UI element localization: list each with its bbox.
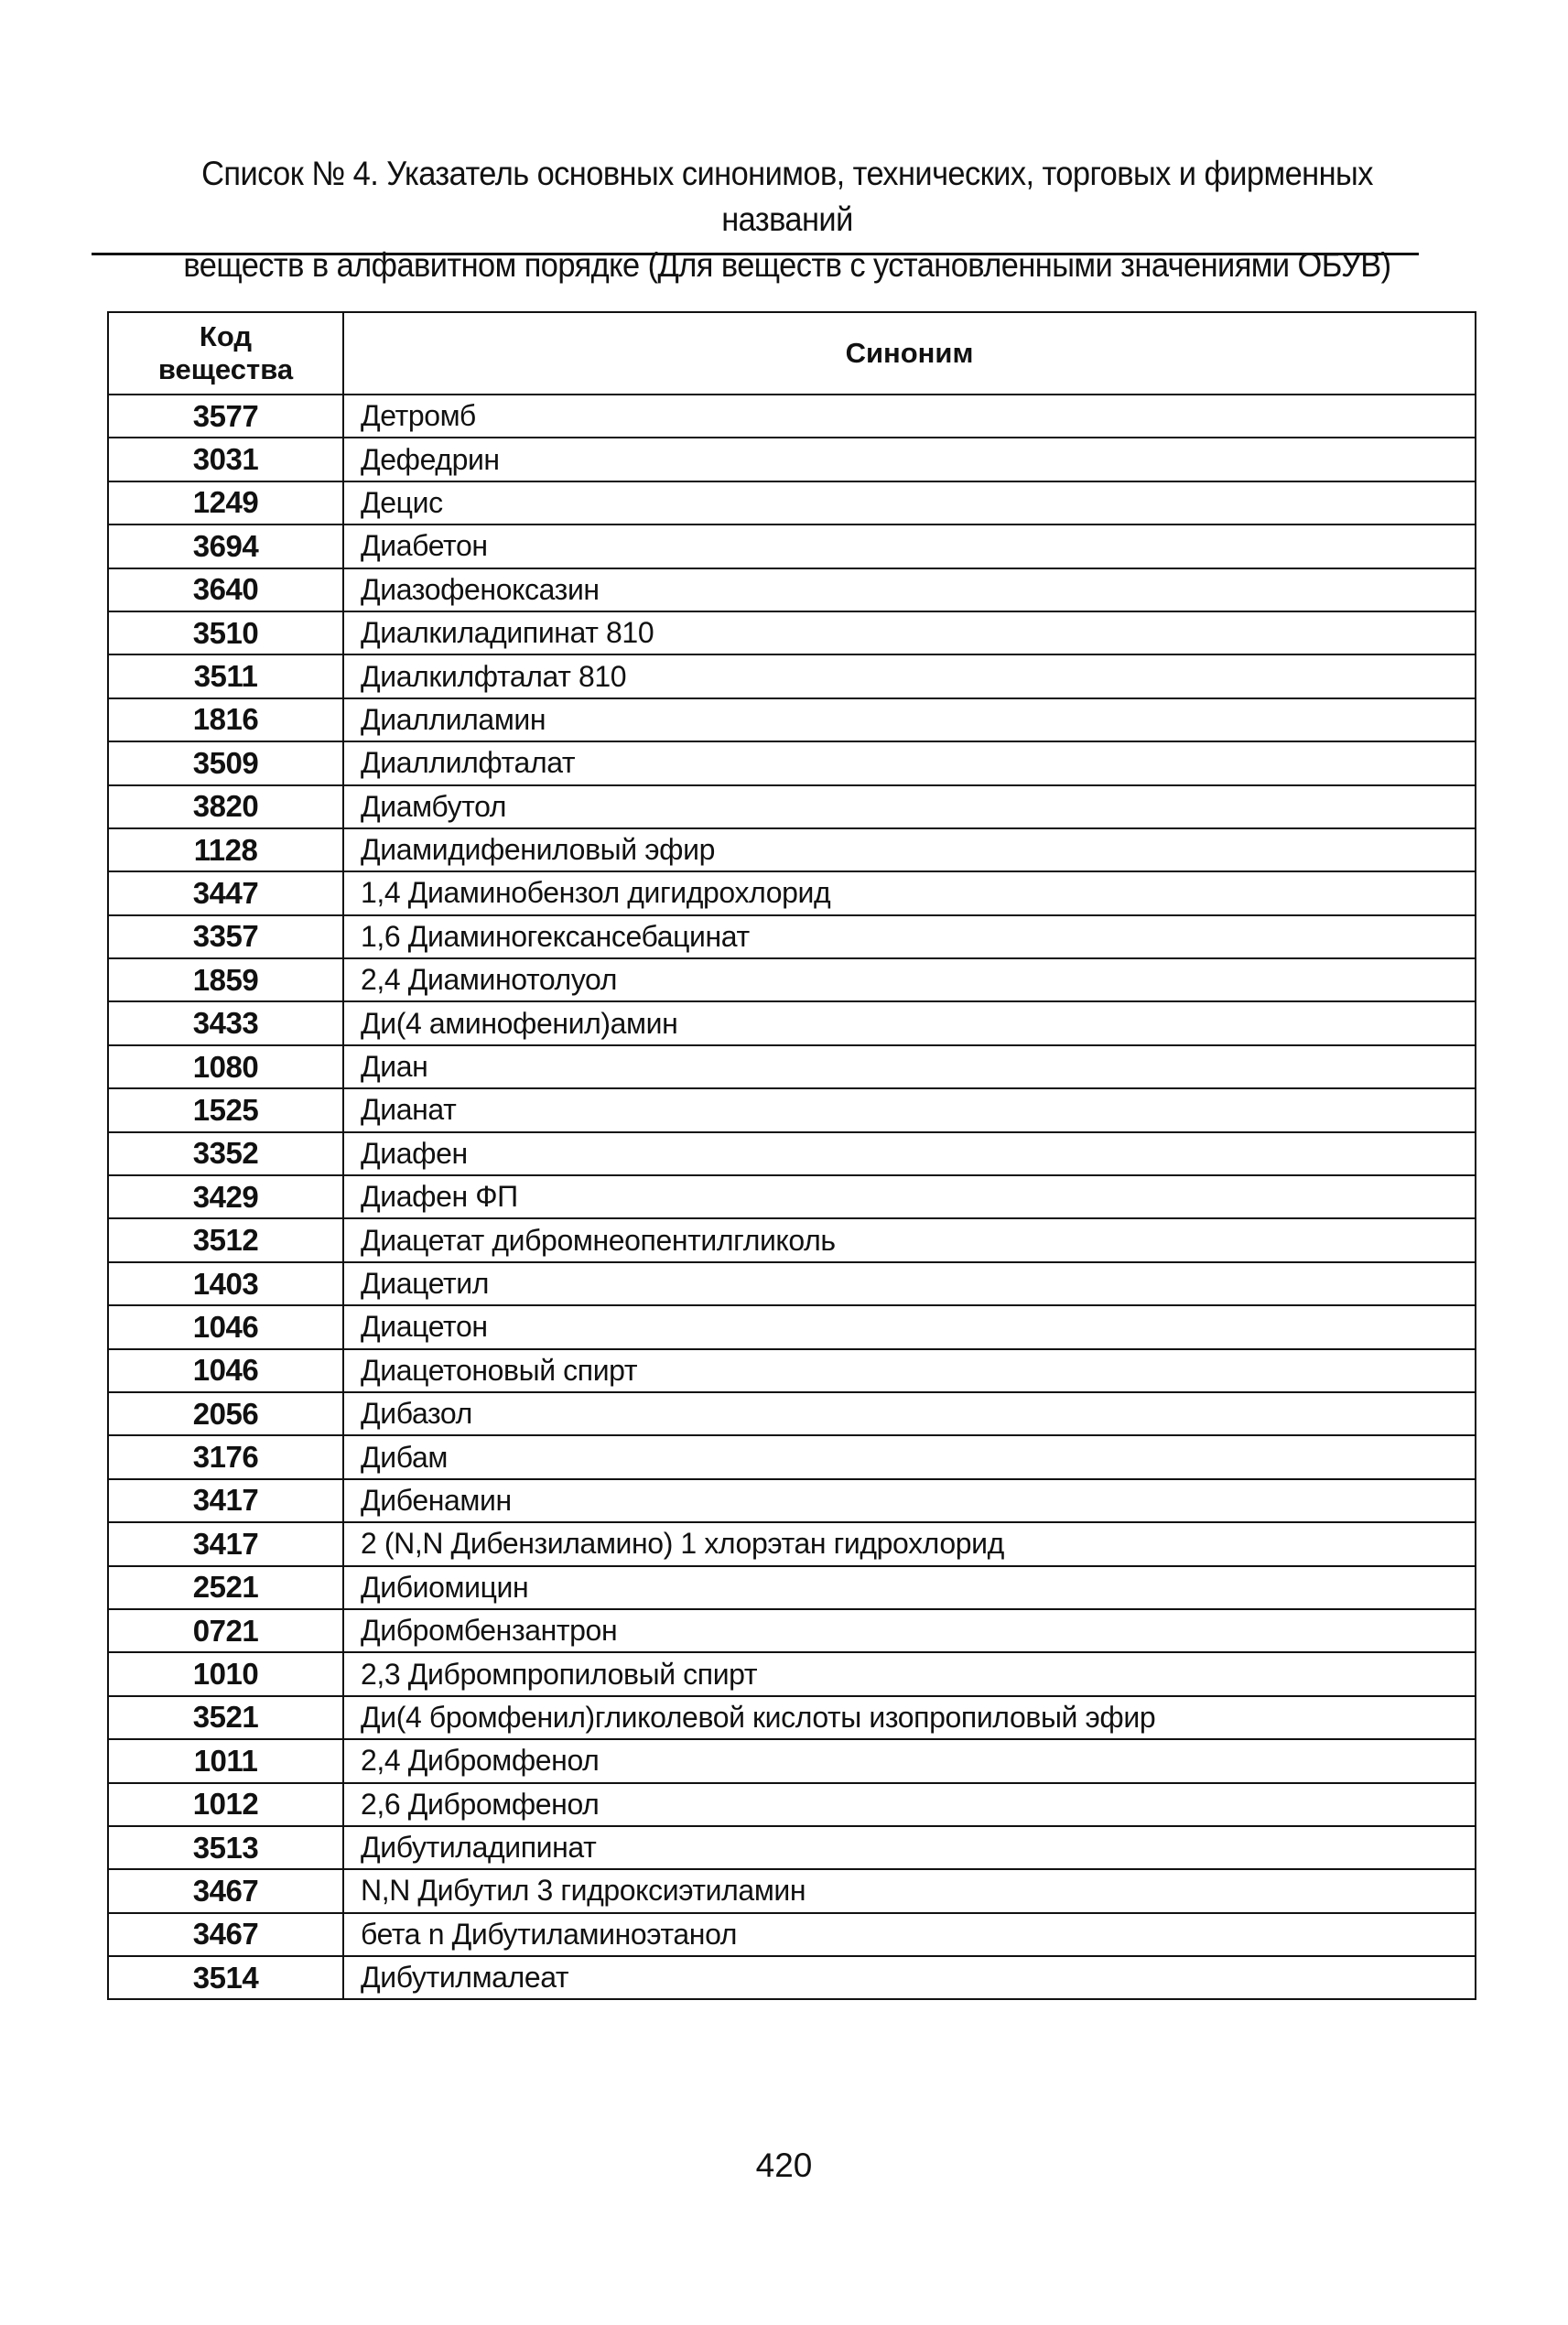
synonym-cell: Диацетил <box>343 1262 1476 1305</box>
synonym-cell: Диафен <box>343 1132 1476 1175</box>
synonym-cell: бета n Дибутиламиноэтанол <box>343 1913 1476 1956</box>
synonym-cell: Диабетон <box>343 524 1476 568</box>
substance-code-cell: 1080 <box>108 1045 343 1088</box>
synonym-cell: 2,3 Дибромпропиловый спирт <box>343 1652 1476 1695</box>
substance-code-cell: 3511 <box>108 654 343 698</box>
table-row <box>108 611 1476 654</box>
substance-code-cell: 3820 <box>108 785 343 828</box>
table-row <box>108 1392 1476 1435</box>
synonym-cell: Ди(4 бромфенил)гликолевой кислоты изопропиловый эфир <box>343 1696 1476 1739</box>
substance-code-cell: 3467 <box>108 1913 343 1956</box>
table-row <box>108 568 1476 611</box>
table-row <box>108 741 1476 784</box>
substance-code-cell: 3694 <box>108 524 343 568</box>
synonym-cell: 2,6 Дибромфенол <box>343 1783 1476 1826</box>
synonym-cell: Дефедрин <box>343 438 1476 481</box>
synonym-cell: N,N Дибутил 3 гидроксиэтиламин <box>343 1869 1476 1912</box>
table-row <box>108 395 1476 438</box>
synonym-cell: Дибенамин <box>343 1479 1476 1522</box>
substance-code-cell: 1128 <box>108 828 343 871</box>
synonym-cell: 2,4 Диаминотолуол <box>343 958 1476 1001</box>
header-code-line-2: вещества <box>157 353 294 385</box>
substance-code-cell: 1011 <box>108 1739 343 1782</box>
table-row <box>108 1869 1476 1912</box>
table-row <box>108 1913 1476 1956</box>
table-row <box>108 1175 1476 1218</box>
synonym-cell: Дибутиладипинат <box>343 1826 1476 1869</box>
table-row <box>108 1956 1476 1999</box>
substance-code-cell: 0721 <box>108 1609 343 1652</box>
title-underline <box>92 253 1419 255</box>
table-row <box>108 1566 1476 1609</box>
page-title <box>140 151 1434 288</box>
synonym-cell: 1,6 Диаминогексансебацинат <box>343 915 1476 958</box>
table-row <box>108 1696 1476 1739</box>
substance-code-cell: 1403 <box>108 1262 343 1305</box>
table-row <box>108 1305 1476 1348</box>
table-row <box>108 1609 1476 1652</box>
table-row <box>108 1739 1476 1782</box>
synonym-cell: 2,4 Дибромфенол <box>343 1739 1476 1782</box>
table-row <box>108 654 1476 698</box>
substance-code-cell: 3176 <box>108 1435 343 1478</box>
synonym-cell: Дибиомицин <box>343 1566 1476 1609</box>
synonym-cell: Диаллиламин <box>343 698 1476 741</box>
header-code <box>108 312 343 395</box>
substance-code-cell: 3640 <box>108 568 343 611</box>
table-row <box>108 1218 1476 1261</box>
substance-code-cell: 1816 <box>108 698 343 741</box>
table-row <box>108 1435 1476 1478</box>
table-row <box>108 698 1476 741</box>
substance-code-cell: 3512 <box>108 1218 343 1261</box>
table-row <box>108 1826 1476 1869</box>
synonym-cell: Ди(4 аминофенил)амин <box>343 1001 1476 1044</box>
synonym-cell: Дибутилмалеат <box>343 1956 1476 1999</box>
table-row <box>108 915 1476 958</box>
substance-code-cell: 1010 <box>108 1652 343 1695</box>
table-row <box>108 1652 1476 1695</box>
synonym-cell: Диамбутол <box>343 785 1476 828</box>
substance-code-cell: 3510 <box>108 611 343 654</box>
substance-code-cell: 3433 <box>108 1001 343 1044</box>
synonym-cell: Диазофеноксазин <box>343 568 1476 611</box>
synonym-cell: Диан <box>343 1045 1476 1088</box>
synonym-cell: Дибромбензантрон <box>343 1609 1476 1652</box>
substance-code-cell: 3577 <box>108 395 343 438</box>
synonym-cell: Дибам <box>343 1435 1476 1478</box>
table-row <box>108 438 1476 481</box>
page-number: 420 <box>755 2147 813 2184</box>
synonym-cell: Децис <box>343 481 1476 524</box>
table-body <box>108 395 1476 1999</box>
table-header-row <box>108 312 1476 395</box>
substance-code-cell: 3509 <box>108 741 343 784</box>
synonym-cell: Дианат <box>343 1088 1476 1131</box>
synonym-cell: Диацетон <box>343 1305 1476 1348</box>
table-row <box>108 785 1476 828</box>
synonym-cell: Детромб <box>343 395 1476 438</box>
synonym-cell: Диафен ФП <box>343 1175 1476 1218</box>
substance-code-cell: 3352 <box>108 1132 343 1175</box>
substance-code-cell: 1046 <box>108 1349 343 1392</box>
synonym-cell: Диалкиладипинат 810 <box>343 611 1476 654</box>
table-row <box>108 1479 1476 1522</box>
synonym-table <box>107 311 1476 2000</box>
table-row <box>108 1001 1476 1044</box>
table-row <box>108 871 1476 914</box>
synonym-cell: Диацетат дибромнеопентилгликоль <box>343 1218 1476 1261</box>
table-row <box>108 1522 1476 1565</box>
table-row <box>108 1783 1476 1826</box>
header-synonym: Синоним <box>343 312 1476 395</box>
substance-code-cell: 1012 <box>108 1783 343 1826</box>
substance-code-cell: 3514 <box>108 1956 343 1999</box>
substance-code-cell: 3417 <box>108 1522 343 1565</box>
substance-code-cell: 3417 <box>108 1479 343 1522</box>
synonym-cell: Диамидифениловый эфир <box>343 828 1476 871</box>
table-row <box>108 1088 1476 1131</box>
substance-code-cell: 3447 <box>108 871 343 914</box>
table-row <box>108 524 1476 568</box>
substance-code-cell: 1046 <box>108 1305 343 1348</box>
substance-code-cell: 3429 <box>108 1175 343 1218</box>
substance-code-cell: 3031 <box>108 438 343 481</box>
synonym-cell: Диаллилфталат <box>343 741 1476 784</box>
title-line-1: Список № 4. Указатель основных синонимов, технических, торговых и фирменных названий <box>201 155 1373 238</box>
table-row <box>108 1045 1476 1088</box>
table-row <box>108 958 1476 1001</box>
header-code-line-1: Код <box>199 320 253 352</box>
substance-code-cell: 2056 <box>108 1392 343 1435</box>
title-line-2: веществ в алфавитном порядке (Для веществ с установленными значениями ОБУВ) <box>183 246 1391 284</box>
table-row <box>108 1262 1476 1305</box>
substance-code-cell: 1525 <box>108 1088 343 1131</box>
substance-code-cell: 1859 <box>108 958 343 1001</box>
synonym-cell: Диалкилфталат 810 <box>343 654 1476 698</box>
synonym-cell: Дибазол <box>343 1392 1476 1435</box>
substance-code-cell: 3467 <box>108 1869 343 1912</box>
table-row <box>108 1349 1476 1392</box>
substance-code-cell: 1249 <box>108 481 343 524</box>
synonym-cell: 2 (N,N Дибензиламино) 1 хлорэтан гидрохлорид <box>343 1522 1476 1565</box>
table-row <box>108 828 1476 871</box>
synonym-cell: 1,4 Диаминобензол дигидрохлорид <box>343 871 1476 914</box>
substance-code-cell: 2521 <box>108 1566 343 1609</box>
substance-code-cell: 3521 <box>108 1696 343 1739</box>
substance-code-cell: 3357 <box>108 915 343 958</box>
substance-code-cell: 3513 <box>108 1826 343 1869</box>
synonym-cell: Диацетоновый спирт <box>343 1349 1476 1392</box>
table-row <box>108 1132 1476 1175</box>
table-row <box>108 481 1476 524</box>
